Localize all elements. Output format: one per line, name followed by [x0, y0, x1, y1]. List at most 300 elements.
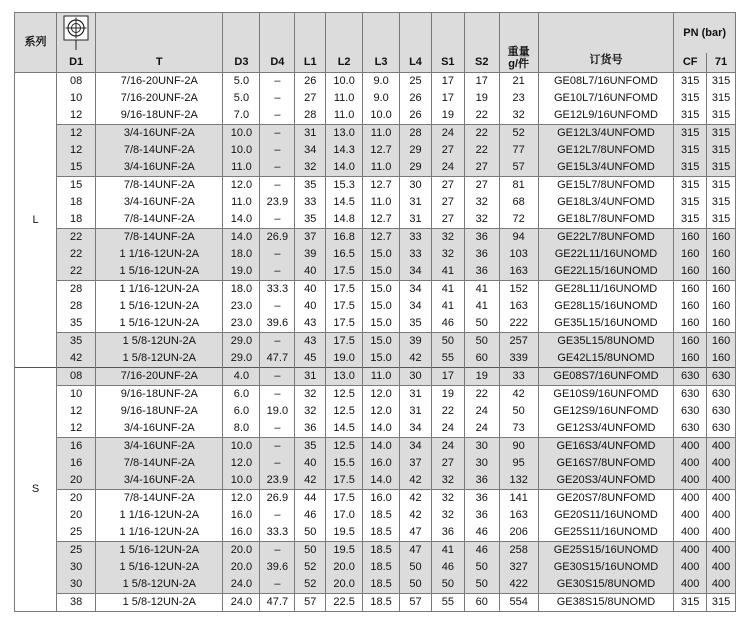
- cell-l1: 28: [295, 107, 326, 125]
- cell-d3: 18.0: [223, 246, 260, 263]
- cell-l3: 11.0: [363, 159, 400, 177]
- cell-thread: 1 1/16-12UN-2A: [96, 281, 223, 299]
- cell-s1: 55: [431, 594, 464, 612]
- cell-l1: 40: [295, 298, 326, 315]
- table-row: [15, 420, 736, 438]
- cell-l2: 11.0: [326, 90, 363, 107]
- cell-l2: 16.8: [326, 229, 363, 247]
- cell-pn-71: 400: [707, 576, 736, 594]
- cell-pn-cf: 315: [674, 73, 707, 91]
- cell-weight: 72: [499, 211, 538, 229]
- cell-d3: 16.0: [223, 507, 260, 524]
- cell-d1: 20: [57, 490, 96, 508]
- table-row: [15, 403, 736, 420]
- cell-s1: 32: [431, 229, 464, 247]
- cell-d1: 30: [57, 559, 96, 576]
- table-row: [15, 455, 736, 472]
- cell-order-number: GE20S11/16UNOMD: [538, 507, 674, 524]
- cell-l1: 52: [295, 576, 326, 594]
- cell-thread: 1 1/16-12UN-2A: [96, 507, 223, 524]
- cell-d4: 39.6: [260, 559, 295, 576]
- cell-pn-cf: 400: [674, 472, 707, 490]
- table-row: [15, 386, 736, 404]
- cell-s2: 24: [464, 420, 499, 438]
- cell-l4: 47: [400, 542, 432, 560]
- cell-l1: 39: [295, 246, 326, 263]
- cell-order-number: GE28L15/16UNOMD: [538, 298, 674, 315]
- cell-weight: 73: [499, 420, 538, 438]
- cell-l2: 20.0: [326, 559, 363, 576]
- table-row: [15, 524, 736, 542]
- cell-s2: 46: [464, 524, 499, 542]
- cell-d1: 16: [57, 455, 96, 472]
- cell-d1: 28: [57, 281, 96, 299]
- cell-l1: 32: [295, 386, 326, 404]
- cell-l4: 26: [400, 90, 432, 107]
- cell-l3: 12.7: [363, 142, 400, 159]
- table-row: [15, 594, 736, 612]
- cell-s1: 32: [431, 472, 464, 490]
- cell-order-number: GE38S15/8UNOMD: [538, 594, 674, 612]
- table-row: [15, 438, 736, 456]
- cell-d4: –: [260, 125, 295, 143]
- table-row: [15, 576, 736, 594]
- cell-d1: 42: [57, 350, 96, 368]
- cell-s2: 22: [464, 107, 499, 125]
- table-row: [15, 90, 736, 107]
- cell-pn-71: 315: [707, 177, 736, 195]
- cell-weight: 42: [499, 386, 538, 404]
- cell-pn-71: 630: [707, 386, 736, 404]
- cell-l4: 42: [400, 507, 432, 524]
- cell-pn-71: 400: [707, 524, 736, 542]
- cell-d3: 6.0: [223, 386, 260, 404]
- cell-thread: 1 1/16-12UN-2A: [96, 524, 223, 542]
- cell-weight: 163: [499, 298, 538, 315]
- cell-d4: –: [260, 107, 295, 125]
- cell-order-number: GE22L15/16UNOMD: [538, 263, 674, 281]
- cell-weight: 257: [499, 333, 538, 351]
- col-s2: S2: [464, 53, 499, 73]
- cell-s2: 36: [464, 229, 499, 247]
- cell-s1: 19: [431, 107, 464, 125]
- cell-order-number: GE18L3/4UNFOMD: [538, 194, 674, 211]
- cell-l3: 18.5: [363, 542, 400, 560]
- cell-s1: 27: [431, 455, 464, 472]
- table-header: [15, 13, 736, 73]
- cell-pn-cf: 400: [674, 507, 707, 524]
- cell-l2: 17.5: [326, 298, 363, 315]
- cell-d3: 29.0: [223, 350, 260, 368]
- cell-pn-cf: 160: [674, 315, 707, 333]
- table-row: [15, 125, 736, 143]
- cell-d4: –: [260, 73, 295, 91]
- cell-l4: 34: [400, 420, 432, 438]
- cell-l2: 17.5: [326, 263, 363, 281]
- cell-order-number: GE20S3/4UNFOMD: [538, 472, 674, 490]
- cell-l2: 14.8: [326, 211, 363, 229]
- cell-weight: 163: [499, 507, 538, 524]
- cell-pn-71: 630: [707, 420, 736, 438]
- series-l-rows: [15, 73, 736, 368]
- cell-s1: 41: [431, 542, 464, 560]
- cell-pn-cf: 160: [674, 263, 707, 281]
- table-row: [15, 177, 736, 195]
- cell-d1: 16: [57, 438, 96, 456]
- cell-s2: 32: [464, 211, 499, 229]
- cell-d1: 38: [57, 594, 96, 612]
- cell-thread: 7/16-20UNF-2A: [96, 90, 223, 107]
- cell-pn-71: 315: [707, 194, 736, 211]
- table-row: [15, 507, 736, 524]
- cell-weight: 90: [499, 438, 538, 456]
- cell-l1: 32: [295, 159, 326, 177]
- cell-l4: 29: [400, 142, 432, 159]
- cell-pn-cf: 160: [674, 229, 707, 247]
- cell-d1: 22: [57, 246, 96, 263]
- cell-weight: 68: [499, 194, 538, 211]
- cell-d4: –: [260, 90, 295, 107]
- cell-thread: 3/4-16UNF-2A: [96, 472, 223, 490]
- cell-l1: 46: [295, 507, 326, 524]
- cell-l4: 39: [400, 333, 432, 351]
- cell-d1: 30: [57, 576, 96, 594]
- cell-l2: 10.0: [326, 73, 363, 91]
- weight-header: [499, 13, 538, 73]
- cell-pn-71: 315: [707, 73, 736, 91]
- cell-s2: 41: [464, 281, 499, 299]
- cell-pn-cf: 400: [674, 455, 707, 472]
- cell-pn-71: 630: [707, 403, 736, 420]
- cell-thread: 1 5/8-12UN-2A: [96, 594, 223, 612]
- cell-d3: 4.0: [223, 368, 260, 386]
- cell-thread: 9/16-18UNF-2A: [96, 386, 223, 404]
- cell-d3: 5.0: [223, 90, 260, 107]
- cell-pn-cf: 630: [674, 386, 707, 404]
- cell-d1: 22: [57, 263, 96, 281]
- cell-pn-71: 315: [707, 211, 736, 229]
- cell-pn-71: 315: [707, 125, 736, 143]
- cell-pn-cf: 315: [674, 107, 707, 125]
- cell-order-number: GE35L15/16UNOMD: [538, 315, 674, 333]
- cell-l3: 18.5: [363, 594, 400, 612]
- cell-pn-cf: 400: [674, 490, 707, 508]
- cell-s1: 32: [431, 490, 464, 508]
- series-cell: L: [15, 73, 57, 368]
- cell-weight: 95: [499, 455, 538, 472]
- cell-l4: 47: [400, 524, 432, 542]
- cell-s2: 50: [464, 576, 499, 594]
- cell-s1: 24: [431, 438, 464, 456]
- cell-d1: 15: [57, 159, 96, 177]
- cell-l4: 37: [400, 455, 432, 472]
- cell-l3: 18.5: [363, 576, 400, 594]
- cell-order-number: GE15L7/8UNFOMD: [538, 177, 674, 195]
- cell-l4: 34: [400, 298, 432, 315]
- cell-pn-71: 160: [707, 315, 736, 333]
- cell-l4: 31: [400, 386, 432, 404]
- cell-s1: 46: [431, 559, 464, 576]
- cell-pn-71: 315: [707, 90, 736, 107]
- cell-l3: 11.0: [363, 194, 400, 211]
- cell-l3: 15.0: [363, 298, 400, 315]
- cell-weight: 163: [499, 263, 538, 281]
- table-row: [15, 368, 736, 386]
- cell-l1: 26: [295, 73, 326, 91]
- cell-s1: 17: [431, 73, 464, 91]
- cell-l3: 15.0: [363, 281, 400, 299]
- cell-weight: 258: [499, 542, 538, 560]
- cell-d4: 47.7: [260, 350, 295, 368]
- cell-thread: 7/8-14UNF-2A: [96, 211, 223, 229]
- cell-d1: 18: [57, 194, 96, 211]
- cell-l1: 43: [295, 333, 326, 351]
- cell-d1: 10: [57, 386, 96, 404]
- cell-s2: 22: [464, 386, 499, 404]
- cell-weight: 422: [499, 576, 538, 594]
- cell-d4: –: [260, 386, 295, 404]
- cell-l3: 12.7: [363, 229, 400, 247]
- cell-l4: 33: [400, 229, 432, 247]
- cell-l3: 14.0: [363, 472, 400, 490]
- series-header: 系列: [15, 13, 57, 73]
- cell-weight: 81: [499, 177, 538, 195]
- cell-l3: 16.0: [363, 455, 400, 472]
- cell-pn-71: 160: [707, 246, 736, 263]
- cell-order-number: GE12S9/16UNFOMD: [538, 403, 674, 420]
- cell-d4: –: [260, 576, 295, 594]
- cell-l1: 42: [295, 472, 326, 490]
- cell-d3: 23.0: [223, 315, 260, 333]
- cell-weight: 50: [499, 403, 538, 420]
- cell-order-number: GE15L3/4UNFOMD: [538, 159, 674, 177]
- cell-d4: 39.6: [260, 315, 295, 333]
- cell-d1: 10: [57, 90, 96, 107]
- cell-l2: 17.5: [326, 281, 363, 299]
- cell-d1: 18: [57, 211, 96, 229]
- cell-d4: –: [260, 333, 295, 351]
- cell-l2: 17.0: [326, 507, 363, 524]
- cell-pn-cf: 160: [674, 246, 707, 263]
- cell-l4: 31: [400, 211, 432, 229]
- cell-l2: 14.3: [326, 142, 363, 159]
- cell-l3: 16.0: [363, 490, 400, 508]
- cell-d3: 10.0: [223, 142, 260, 159]
- cell-d3: 16.0: [223, 524, 260, 542]
- cell-d4: 26.9: [260, 490, 295, 508]
- cell-thread: 1 5/16-12UN-2A: [96, 298, 223, 315]
- cell-l4: 31: [400, 194, 432, 211]
- cell-l1: 50: [295, 524, 326, 542]
- cell-l2: 17.5: [326, 315, 363, 333]
- cell-thread: 1 5/16-12UN-2A: [96, 263, 223, 281]
- cell-l1: 44: [295, 490, 326, 508]
- cell-l3: 14.0: [363, 438, 400, 456]
- cell-order-number: GE08S7/16UNFOMD: [538, 368, 674, 386]
- cell-d3: 12.0: [223, 177, 260, 195]
- cell-l3: 15.0: [363, 333, 400, 351]
- cell-l2: 16.5: [326, 246, 363, 263]
- cell-weight: 222: [499, 315, 538, 333]
- fitting-spec-table: [14, 12, 736, 612]
- cell-d3: 7.0: [223, 107, 260, 125]
- cell-pn-cf: 160: [674, 281, 707, 299]
- cell-d1: 12: [57, 125, 96, 143]
- table-row: [15, 246, 736, 263]
- cell-l3: 15.0: [363, 263, 400, 281]
- cell-d4: –: [260, 507, 295, 524]
- cell-thread: 7/8-14UNF-2A: [96, 142, 223, 159]
- cell-l3: 15.0: [363, 246, 400, 263]
- cell-d4: –: [260, 455, 295, 472]
- cell-s1: 32: [431, 246, 464, 263]
- cell-weight: 32: [499, 107, 538, 125]
- cell-pn-71: 400: [707, 455, 736, 472]
- pn-header: PN (bar): [674, 13, 736, 54]
- cell-pn-cf: 315: [674, 211, 707, 229]
- cell-s1: 41: [431, 281, 464, 299]
- cell-l4: 34: [400, 438, 432, 456]
- cell-d3: 19.0: [223, 263, 260, 281]
- cell-l1: 37: [295, 229, 326, 247]
- cell-l4: 34: [400, 281, 432, 299]
- cell-l1: 52: [295, 559, 326, 576]
- cell-d1: 08: [57, 368, 96, 386]
- table-row: [15, 490, 736, 508]
- cell-l4: 31: [400, 403, 432, 420]
- cell-l4: 33: [400, 246, 432, 263]
- cell-weight: 103: [499, 246, 538, 263]
- cell-l2: 13.0: [326, 368, 363, 386]
- table-row: [15, 211, 736, 229]
- cell-s1: 55: [431, 350, 464, 368]
- cell-thread: 9/16-18UNF-2A: [96, 107, 223, 125]
- cell-weight: 327: [499, 559, 538, 576]
- cell-pn-71: 315: [707, 159, 736, 177]
- cell-order-number: GE22L7/8UNFOMD: [538, 229, 674, 247]
- cell-order-number: GE18L7/8UNFOMD: [538, 211, 674, 229]
- cell-s1: 41: [431, 263, 464, 281]
- cell-d1: 25: [57, 542, 96, 560]
- cell-weight: 33: [499, 368, 538, 386]
- cell-pn-71: 630: [707, 368, 736, 386]
- cell-pn-cf: 315: [674, 90, 707, 107]
- cell-l3: 12.0: [363, 386, 400, 404]
- cell-s2: 50: [464, 315, 499, 333]
- cell-d1: 20: [57, 507, 96, 524]
- cell-l2: 12.5: [326, 438, 363, 456]
- cell-pn-71: 315: [707, 594, 736, 612]
- cell-s2: 27: [464, 177, 499, 195]
- cell-d1: 15: [57, 177, 96, 195]
- cell-d3: 24.0: [223, 594, 260, 612]
- cell-l2: 17.5: [326, 333, 363, 351]
- table-row: [15, 229, 736, 247]
- cell-order-number: GE12L9/16UNFOMD: [538, 107, 674, 125]
- cell-l2: 14.5: [326, 420, 363, 438]
- table-row: [15, 263, 736, 281]
- cell-l1: 33: [295, 194, 326, 211]
- cell-weight: 141: [499, 490, 538, 508]
- cell-d1: 25: [57, 524, 96, 542]
- cell-s2: 22: [464, 125, 499, 143]
- cell-d4: –: [260, 142, 295, 159]
- cell-d3: 10.0: [223, 472, 260, 490]
- cell-s1: 24: [431, 420, 464, 438]
- cell-l4: 34: [400, 263, 432, 281]
- cell-l4: 28: [400, 125, 432, 143]
- cell-l3: 12.7: [363, 211, 400, 229]
- cell-order-number: GE08L7/16UNFOMD: [538, 73, 674, 91]
- cell-s2: 60: [464, 594, 499, 612]
- cell-thread: 1 1/16-12UN-2A: [96, 246, 223, 263]
- cell-s1: 36: [431, 524, 464, 542]
- cell-pn-71: 400: [707, 438, 736, 456]
- cell-d4: –: [260, 177, 295, 195]
- cell-d1: 20: [57, 472, 96, 490]
- cell-thread: 1 5/8-12UN-2A: [96, 333, 223, 351]
- cell-s2: 36: [464, 490, 499, 508]
- cell-thread: 3/4-16UNF-2A: [96, 438, 223, 456]
- cell-l4: 50: [400, 576, 432, 594]
- cell-s2: 50: [464, 559, 499, 576]
- symbol-header: [57, 13, 96, 54]
- cell-s2: 24: [464, 403, 499, 420]
- cell-d1: 12: [57, 420, 96, 438]
- cell-d4: –: [260, 298, 295, 315]
- col-l2: L2: [326, 53, 363, 73]
- cell-s2: 30: [464, 455, 499, 472]
- cell-weight: 23: [499, 90, 538, 107]
- cell-l1: 31: [295, 368, 326, 386]
- cell-d4: –: [260, 159, 295, 177]
- cell-l3: 11.0: [363, 125, 400, 143]
- cell-l1: 43: [295, 315, 326, 333]
- cell-thread: 1 5/16-12UN-2A: [96, 559, 223, 576]
- col-71: 71: [707, 53, 736, 73]
- cell-l2: 14.5: [326, 194, 363, 211]
- cell-pn-cf: 630: [674, 420, 707, 438]
- cell-pn-71: 315: [707, 107, 736, 125]
- cell-l2: 15.5: [326, 455, 363, 472]
- col-l4: L4: [400, 53, 432, 73]
- cell-order-number: GE42L15/8UNOMD: [538, 350, 674, 368]
- cell-d3: 5.0: [223, 73, 260, 91]
- cell-l3: 15.0: [363, 315, 400, 333]
- cell-l3: 9.0: [363, 73, 400, 91]
- cell-s2: 41: [464, 298, 499, 315]
- cell-l2: 20.0: [326, 576, 363, 594]
- cell-d1: 12: [57, 403, 96, 420]
- cell-order-number: GE20S7/8UNFOMD: [538, 490, 674, 508]
- series-s-rows: [15, 368, 736, 612]
- spec-table-container: [14, 12, 736, 612]
- cell-d3: 12.0: [223, 455, 260, 472]
- cell-l3: 14.0: [363, 420, 400, 438]
- cell-l2: 17.5: [326, 490, 363, 508]
- cell-s2: 17: [464, 73, 499, 91]
- cell-d1: 35: [57, 315, 96, 333]
- cell-weight: 21: [499, 73, 538, 91]
- cell-thread: 7/8-14UNF-2A: [96, 490, 223, 508]
- cell-pn-71: 400: [707, 507, 736, 524]
- cell-l4: 30: [400, 368, 432, 386]
- cell-weight: 52: [499, 125, 538, 143]
- col-l1: L1: [295, 53, 326, 73]
- cell-pn-cf: 400: [674, 438, 707, 456]
- cell-l3: 15.0: [363, 350, 400, 368]
- cell-d4: –: [260, 420, 295, 438]
